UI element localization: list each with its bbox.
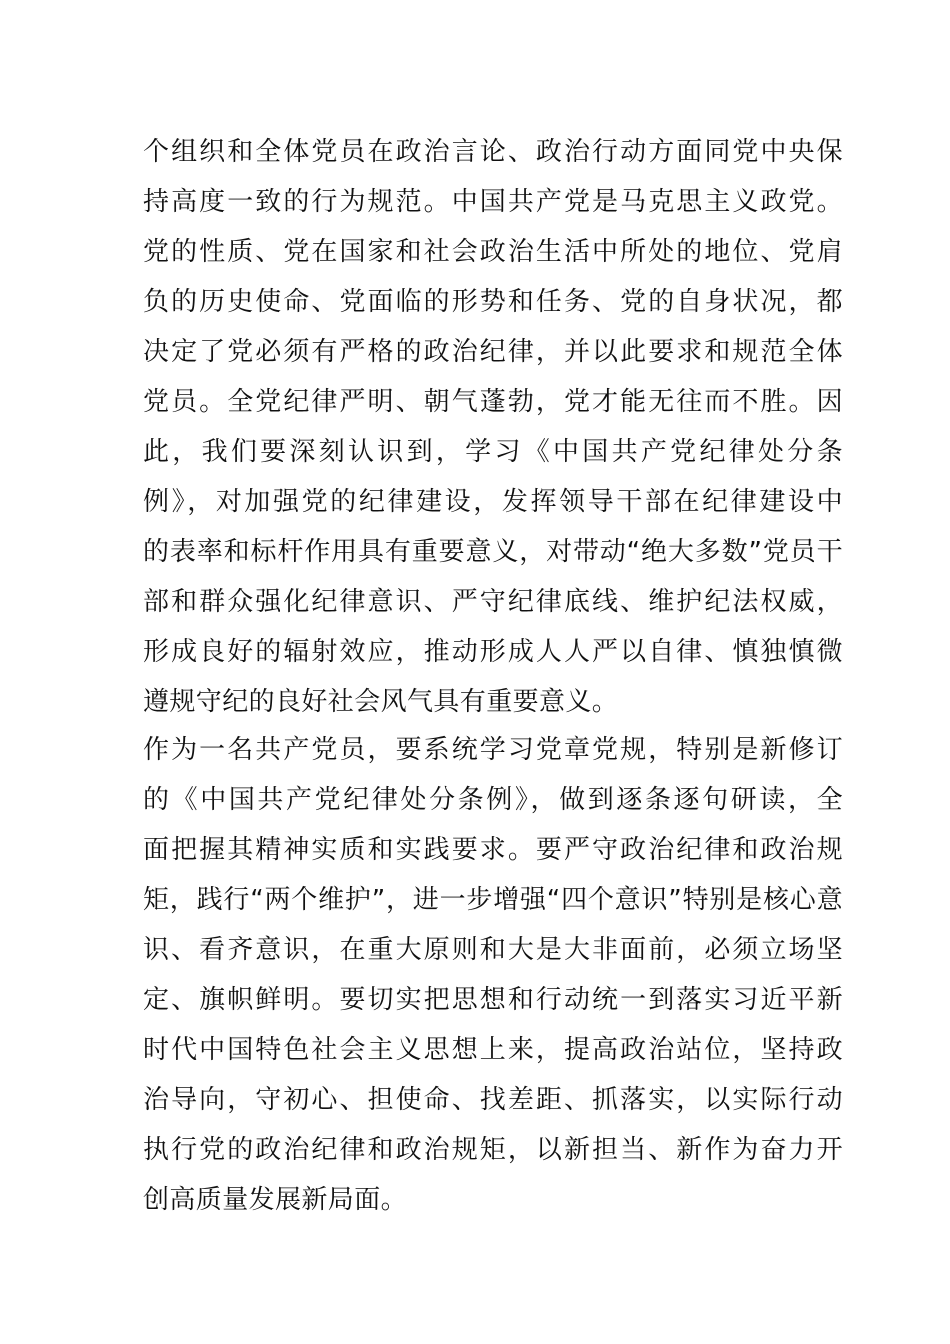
paragraph-1-line: 党员。全党纪律严明、朝气蓬勃，党才能无往而不胜。因 [143,387,843,417]
paragraph-2-line: 矩，践行“两个维护”，进一步增强“四个意识”特别是核心意 [143,885,843,915]
paragraph-2-line: 识、看齐意识，在重大原则和大是大非面前，必须立场坚 [143,935,843,965]
paragraph-2-line: 执行党的政治纪律和政治规矩，以新担当、新作为奋力开 [143,1135,843,1165]
paragraph-1-line: 例》，对加强党的纪律建设，发挥领导干部在纪律建设中 [143,487,843,517]
paragraph-1-line: 持高度一致的行为规范。中国共产党是马克思主义政党。 [143,187,843,217]
paragraph-2-line: 作为一名共产党员，要系统学习党章党规，特别是新修订 [143,735,843,765]
paragraph-2-line: 的《中国共产党纪律处分条例》，做到逐条逐句研读，全 [143,785,843,815]
paragraph-1-line: 个组织和全体党员在政治言论、政治行动方面同党中央保 [143,137,843,167]
paragraph-1-line: 的表率和标杆作用具有重要意义，对带动“绝大多数”党员干 [143,537,843,567]
paragraph-1-line: 此，我们要深刻认识到，学习《中国共产党纪律处分条 [143,437,843,467]
paragraph-2-line: 治导向，守初心、担使命、找差距、抓落实，以实际行动 [143,1085,843,1115]
paragraph-2-line: 面把握其精神实质和实践要求。要严守政治纪律和政治规 [143,835,843,865]
paragraph-1-line: 部和群众强化纪律意识、严守纪律底线、维护纪法权威， [143,587,843,617]
paragraph-1-line: 负的历史使命、党面临的形势和任务、党的自身状况，都 [143,287,843,317]
paragraph-1-line: 形成良好的辐射效应，推动形成人人严以自律、慎独慎微 [143,637,843,667]
paragraph-1-last-line: 遵规守纪的良好社会风气具有重要意义。 [143,687,619,717]
paragraph-1-line: 决定了党必须有严格的政治纪律，并以此要求和规范全体 [143,337,843,367]
paragraph-2-line: 定、旗帜鲜明。要切实把思想和行动统一到落实习近平新 [143,985,843,1015]
paragraph-2-line: 时代中国特色社会主义思想上来，提高政治站位，坚持政 [143,1035,843,1065]
paragraph-2 [143,725,843,1225]
paragraph-1-line: 党的性质、党在国家和社会政治生活中所处的地位、党肩 [143,237,843,267]
paragraph-2-last-line: 创高质量发展新局面。 [143,1185,408,1215]
paragraph-1 [143,127,843,727]
